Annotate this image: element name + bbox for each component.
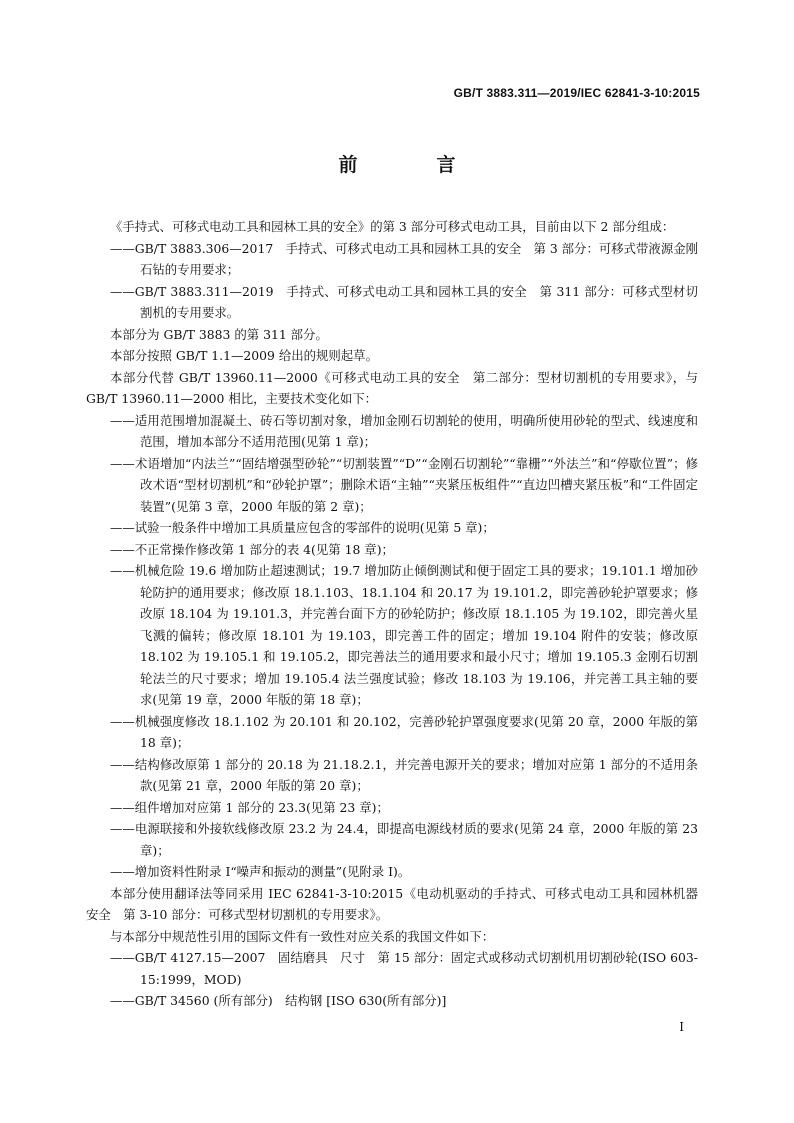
part-statement: 本部分为 GB/T 3883 的第 311 部分。 [110,326,328,342]
list-item: ——机械强度修改 18.1.102 为 20.101 和 20.102，完善砂轮护罩强度要求(见第 20 章，2000 年版的第 18 章)； [110,713,698,750]
list-item: ——增加资料性附录 I“噪声和振动的测量”(见附录 I)。 [110,864,411,879]
foreword-body [86,216,711,1012]
list-item: ——GB/T 3883.311—2019 手持式、可移式电动工具和园林工具的安全 第 311 部分：可移式型材切割机的专用要求。 [110,283,698,320]
list-item: ——机械危险 19.6 增加防止超速测试；19.7 增加防止倾倒测试和便于固定工具的要求；19.101.1 增加砂轮防护的通用要求；修改原 18.1.103、18.1.104 和 20.17 为 19.101.2，即完善砂轮护罩要求；修改原 18.104 为 19.101.3，并完善台面下方的砂轮防护；修改原 18.1.105 为 19.102，即完善火星飞溅的偏转；修改原 18.101 为 19.103，即完善工件的固定；增加 19.104 附件的安装；修改原 18.102 为 19.105.1 和 19.105.2，即完善法兰的通用要求和最小尺寸；增加 19.105.3 金刚石切割轮法兰的尺寸要求；增加 19.105.4 法兰强度试验；修改 18.103 为 19.106，并完善工具主轴的要求(见第 19 章，2000 年版的第 18 章)； [110,563,698,707]
page-number: I [679,1020,684,1034]
standard-code-header: GB/T 3883.311—2019/IEC 62841-3-10:2015 [453,86,700,100]
list-item: ——术语增加“内法兰”“固结增强型砂轮”“切割装置”“D”“金刚石切割轮”“靠栅”“外法兰”和“停歇位置”；修改术语“型材切割机”和“砂轮护罩”；删除术语“主轴”“夹紧压板组件”“直边凹槽夹紧压板”和“工件固定装置”(见第 3 章，2000 年版的第 2 章)； [110,455,698,514]
list-item: ——结构修改原第 1 部分的 20.18 为 21.18.2.1，并完善电源开关的要求；增加对应第 1 部分的不适用条款(见第 21 章，2000 年版的第 20 章)； [110,756,698,793]
translation-statement: 本部分使用翻译法等同采用 IEC 62841-3-10:2015《电动机驱动的手持式、可移式电动工具和园林机器 安全 第 3-10 部分：可移式型材切割机的专用要求》。 [86,885,711,922]
list-item: ——不正常操作修改第 1 部分的表 4(见第 18 章)； [110,541,394,557]
list-item: ——电源联接和外接软线修改原 23.2 为 24.4，即提高电源线材质的要求(见第 24 章，2000 年版的第 23 章)； [110,821,698,858]
list-item: ——适用范围增加混凝土、砖石等切割对象，增加金刚石切割轮的使用，明确所使用砂轮的型式、线速度和范围，增加本部分不适用范围(见第 1 章)； [110,412,698,449]
intro-paragraph: 《手持式、可移式电动工具和园林工具的安全》的第 3 部分可移式电动工具，目前由以下 2 部分组成： [110,219,675,234]
list-item: ——GB/T 34560 (所有部分) 结构钢 [ISO 630(所有部分)] [110,993,447,1008]
page-title: 前 言 [338,154,486,176]
list-item: ——组件增加对应第 1 部分的 23.3(见第 23 章)； [110,799,389,815]
list-item: ——GB/T 3883.306—2017 手持式、可移式电动工具和园林工具的安全 第 3 部分：可移式带液源金刚石钻的专用要求； [110,240,698,277]
replacement-statement: 本部分代替 GB/T 13960.11—2000《可移式电动工具的安全 第二部分：型材切割机的专用要求》，与 GB/T 13960.11—2000 相比，主要技术变化如下： [86,369,698,406]
drafting-rules-statement: 本部分按照 GB/T 1.1—2009 给出的规则起草。 [110,348,378,363]
list-item: ——试验一般条件中增加工具质量应包含的零部件的说明(见第 5 章)； [110,520,495,535]
references-intro: 与本部分中规范性引用的国际文件有一致性对应关系的我国文件如下： [110,928,495,944]
list-item: ——GB/T 4127.15—2007 固结磨具 尺寸 第 15 部分：固定式或移动式切割机用切割砂轮(ISO 603-15:1999，MOD) [110,950,698,987]
